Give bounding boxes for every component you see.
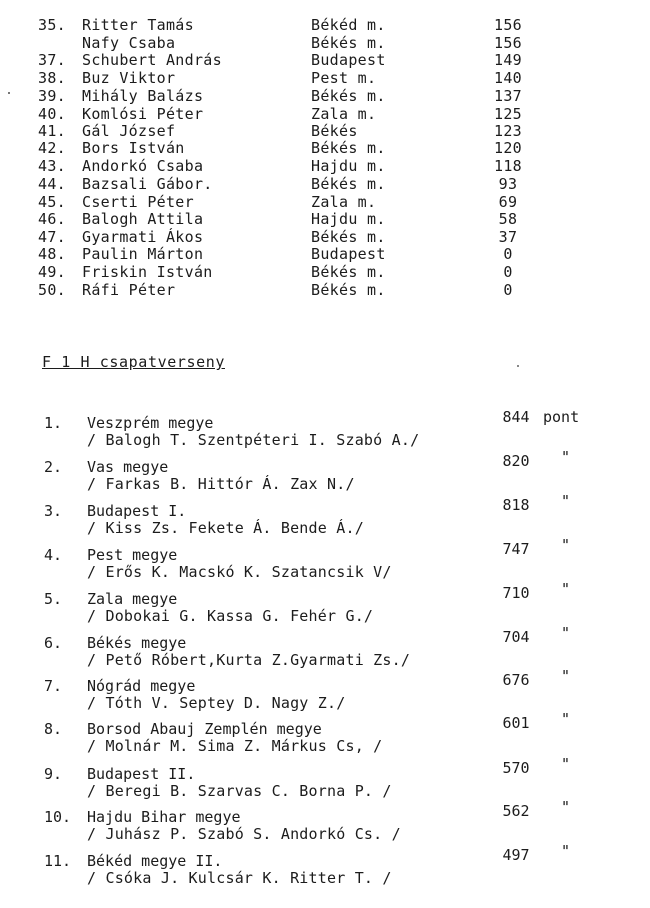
points-unit: " (561, 798, 571, 816)
team-rank: 11. (44, 852, 72, 870)
points: 69 (498, 193, 518, 211)
team-name: Budapest I. (87, 502, 187, 520)
points: 120 (494, 139, 522, 157)
team-members: / Csóka J. Kulcsár K. Ritter T. / (87, 869, 392, 887)
team-row (0, 624, 650, 674)
team-rank: 3. (44, 502, 63, 520)
team-rank: 8. (44, 720, 63, 738)
team-rank: 2. (44, 458, 63, 476)
team-row (0, 580, 650, 630)
competitor-name: Friskin István (82, 263, 213, 281)
team-row (0, 842, 650, 892)
points: 37 (498, 228, 518, 246)
team-members: / Kiss Zs. Fekete Á. Bende Á./ (87, 519, 364, 537)
county: Békéd m. (311, 16, 386, 34)
county: Békés m. (311, 175, 386, 193)
team-points: 704 (502, 628, 530, 646)
team-name: Veszprém megye (87, 414, 214, 432)
points: 0 (503, 281, 513, 299)
competitor-name: Schubert András (82, 51, 222, 69)
team-row (0, 536, 650, 586)
rank: 39. (38, 87, 66, 105)
points-unit: " (561, 755, 571, 773)
rank: 42. (38, 139, 66, 157)
team-rank: 10. (44, 808, 72, 826)
team-points: 844 (502, 408, 530, 426)
county: Zala m. (311, 105, 377, 123)
points-unit: " (561, 448, 571, 466)
competitor-name: Cserti Péter (82, 193, 194, 211)
rank: 49. (38, 263, 66, 281)
points: 0 (503, 245, 513, 263)
county: Békés m. (311, 281, 386, 299)
county: Zala m. (311, 193, 377, 211)
points: 137 (494, 87, 522, 105)
team-members: / Molnár M. Sima Z. Márkus Cs, / (87, 737, 383, 755)
points-unit: " (561, 667, 571, 685)
competitor-name: Gyarmati Ákos (82, 228, 204, 246)
competitor-name: Paulin Márton (82, 245, 204, 263)
points-unit: " (561, 842, 571, 860)
points: 156 (494, 16, 522, 34)
team-points: 710 (502, 584, 530, 602)
rank: 44. (38, 175, 66, 193)
team-members: / Beregi B. Szarvas C. Borna P. / (87, 782, 392, 800)
team-rank: 9. (44, 765, 63, 783)
team-members: / Farkas B. Hittór Á. Zax N./ (87, 475, 355, 493)
competitor-name: Nafy Csaba (82, 34, 176, 52)
points: 123 (494, 122, 522, 140)
team-row (0, 798, 650, 848)
team-name: Pest megye (87, 546, 178, 564)
team-name: Budapest II. (87, 765, 196, 783)
team-points: 747 (502, 540, 530, 558)
competitor-name: Ráfi Péter (82, 281, 176, 299)
rank: 47. (38, 228, 66, 246)
rank: 35. (38, 16, 66, 34)
team-members: / Tóth V. Septey D. Nagy Z./ (87, 694, 346, 712)
competitor-name: Bors István (82, 139, 185, 157)
county: Hajdu m. (311, 157, 386, 175)
team-members: / Erős K. Macskó K. Szatancsik V/ (87, 563, 392, 581)
team-row (0, 448, 650, 498)
team-name: Nógrád megye (87, 677, 196, 695)
team-members: / Balogh T. Szentpéteri I. Szabó A./ (87, 431, 420, 449)
county: Békés m. (311, 87, 386, 105)
points: 93 (498, 175, 518, 193)
team-row (0, 492, 650, 542)
team-points: 676 (502, 671, 530, 689)
team-members: / Dobokai G. Kassa G. Fehér G./ (87, 607, 374, 625)
rank: 46. (38, 210, 66, 228)
team-name: Békéd megye II. (87, 852, 223, 870)
county: Békés m. (311, 34, 386, 52)
rank: 41. (38, 122, 66, 140)
team-points: 497 (502, 846, 530, 864)
team-rank: 4. (44, 546, 63, 564)
county: Hajdu m. (311, 210, 386, 228)
team-name: Zala megye (87, 590, 178, 608)
team-rank: 6. (44, 634, 63, 652)
points: 118 (494, 157, 522, 175)
team-rank: 7. (44, 677, 63, 695)
team-points: 601 (502, 714, 530, 732)
team-name: Vas megye (87, 458, 169, 476)
points: 58 (498, 210, 518, 228)
team-row (0, 755, 650, 805)
county: Budapest (311, 245, 386, 263)
points-unit: " (561, 492, 571, 510)
team-rank: 1. (44, 414, 63, 432)
county: Pest m. (311, 69, 377, 87)
points: 125 (494, 105, 522, 123)
team-name: Borsod Abauj Zemplén megye (87, 720, 322, 738)
county: Budapest (311, 51, 386, 69)
rank: 43. (38, 157, 66, 175)
points-unit: " (561, 624, 571, 642)
team-members: / Juhász P. Szabó S. Andorkó Cs. / (87, 825, 401, 843)
rank: 40. (38, 105, 66, 123)
competitor-name: Bazsali Gábor. (82, 175, 213, 193)
team-name: Hajdu Bihar megye (87, 808, 241, 826)
team-members: / Pető Róbert,Kurta Z.Gyarmati Zs./ (87, 651, 411, 669)
rank: 37. (38, 51, 66, 69)
competitor-name: Ritter Tamás (82, 16, 194, 34)
competitor-name: Balogh Attila (82, 210, 204, 228)
county: Békés m. (311, 228, 386, 246)
county: Békés m. (311, 139, 386, 157)
competitor-name: Mihály Balázs (82, 87, 204, 105)
points-unit: " (561, 536, 571, 554)
competitor-name: Buz Viktor (82, 69, 176, 87)
rank: 45. (38, 193, 66, 211)
competitor-name: Andorkó Csaba (82, 157, 204, 175)
section-heading: F 1 H csapatverseny (42, 353, 225, 371)
points: 0 (503, 263, 513, 281)
team-points: 820 (502, 452, 530, 470)
points-unit: pont (543, 408, 580, 426)
points-unit: " (561, 580, 571, 598)
points: 149 (494, 51, 522, 69)
stray-mark (517, 365, 519, 367)
team-name: Békés megye (87, 634, 187, 652)
team-points: 562 (502, 802, 530, 820)
points-unit: " (561, 710, 571, 728)
stray-mark (8, 92, 10, 94)
rank: 48. (38, 245, 66, 263)
team-row (0, 408, 650, 454)
county: Békés (311, 122, 358, 140)
team-rank: 5. (44, 590, 63, 608)
rank: 38. (38, 69, 66, 87)
team-row (0, 710, 650, 760)
points: 156 (494, 34, 522, 52)
points: 140 (494, 69, 522, 87)
competitor-name: Gál József (82, 122, 176, 140)
team-points: 570 (502, 759, 530, 777)
rank: 50. (38, 281, 66, 299)
competitor-name: Komlósi Péter (82, 105, 204, 123)
team-points: 818 (502, 496, 530, 514)
team-row (0, 667, 650, 717)
county: Békés m. (311, 263, 386, 281)
